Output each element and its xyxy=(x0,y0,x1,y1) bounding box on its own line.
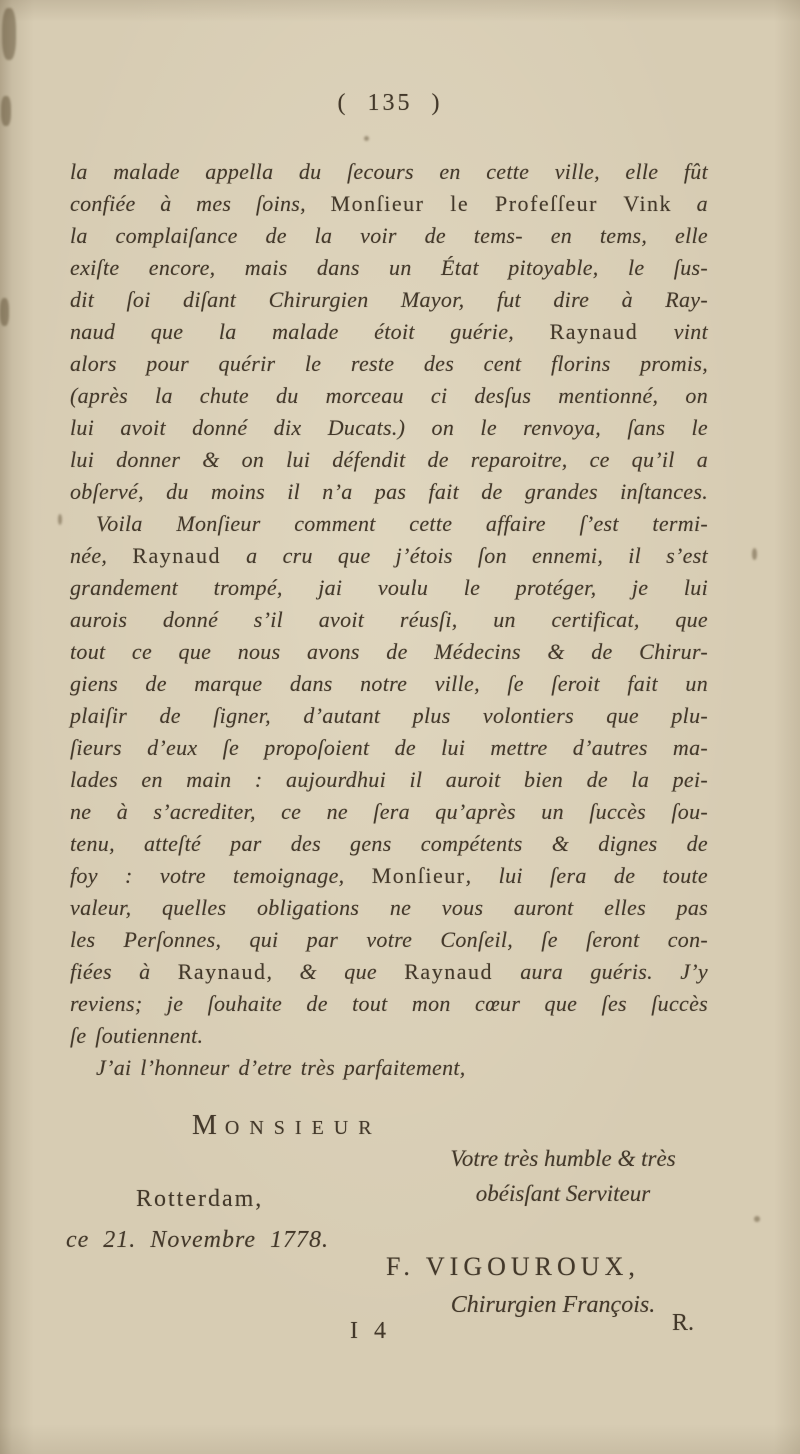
salutation-monsieur: MONSIEUR xyxy=(192,1110,382,1141)
signature-title: Chirurgien François. xyxy=(450,1292,656,1318)
line-text: tout ce que nous avons de Médecins & de Chirur- xyxy=(70,639,708,664)
line-text: vint xyxy=(638,319,708,344)
line-text: giens de marque dans notre ville, ſe ſeroit fait un xyxy=(70,671,708,696)
signature-name: F. VIGOUROUX, xyxy=(386,1252,640,1281)
line-text: les Perſonnes, qui par votre Conſeil, ſe ſeront con- xyxy=(70,927,708,952)
line-text-roman: Raynaud xyxy=(404,959,493,984)
letter-line xyxy=(70,572,708,604)
line-text: la malade appella du ſecours en cette ville, elle fût xyxy=(70,159,708,184)
line-text-roman: Raynaud xyxy=(177,959,267,984)
letter-line xyxy=(70,540,708,572)
line-text: aura guéris. J’y xyxy=(492,959,708,984)
letter-line xyxy=(70,924,708,956)
paper-speck xyxy=(2,8,16,60)
letter-line xyxy=(70,604,708,636)
letter-line xyxy=(70,508,708,540)
line-text: , lui ſera de toute xyxy=(465,863,708,888)
letter-line xyxy=(70,860,708,892)
letter-line xyxy=(70,892,708,924)
line-text: lui avoit donné dix Ducats.) on le renvoya, ſans le xyxy=(70,415,708,440)
letter-line xyxy=(70,252,708,284)
letter-line xyxy=(70,700,708,732)
place-line: Rotterdam, xyxy=(136,1186,264,1212)
line-text: aurois donné s’il avoit réusſi, un certificat, que xyxy=(70,607,708,632)
letter-line xyxy=(70,1052,708,1084)
letter-line xyxy=(70,380,708,412)
catchword: R. xyxy=(672,1310,695,1336)
gathering-signature-mark: I 4 xyxy=(350,1318,391,1344)
line-text-roman: Monſieur xyxy=(371,863,466,888)
letter-line xyxy=(70,156,708,188)
paper-speck xyxy=(0,298,9,326)
line-text: plaiſir de ſigner, d’autant plus volontiers que plu- xyxy=(70,703,708,728)
line-text: alors pour quérir le reste des cent florins promis, xyxy=(70,351,708,376)
line-text: ſieurs d’eux ſe propoſoient de lui mettre d’autres ma- xyxy=(70,735,708,760)
letter-line xyxy=(70,828,708,860)
paper-speck xyxy=(58,514,62,525)
date-line: ce 21. Novembre 1778. xyxy=(66,1227,330,1253)
letter-line xyxy=(70,764,708,796)
line-text: Voila Monſieur comment cette affaire ſ’est termi- xyxy=(96,511,708,536)
paper-speck xyxy=(1,96,11,126)
line-text: , & que xyxy=(266,959,405,984)
line-text: grandement trompé, jai voulu le protéger, je lui xyxy=(70,575,708,600)
line-text: fiées à xyxy=(70,959,178,984)
line-text: J’ai l’honneur d’etre très parfaitement, xyxy=(96,1055,466,1080)
line-text: obſervé, du moins il n’a pas fait de grandes inſtances. xyxy=(70,479,708,504)
line-text: naud que la malade étoit guérie, xyxy=(70,319,550,344)
line-text: a xyxy=(672,191,708,216)
line-text: reviens; je ſouhaite de tout mon cœur que ſes ſuccès xyxy=(70,991,708,1016)
letter-line xyxy=(70,284,708,316)
line-text: lui donner & on lui défendit de reparoitre, ce qu’il a xyxy=(70,447,708,472)
line-text-roman: Monſieur le Profeſſeur Vink xyxy=(330,191,673,216)
letter-line xyxy=(70,444,708,476)
line-text: née, xyxy=(70,543,133,568)
valediction-line-2: obéisſant Serviteur xyxy=(475,1181,651,1206)
paper-speck xyxy=(754,1216,760,1222)
letter-line xyxy=(70,188,708,220)
letter-line xyxy=(70,412,708,444)
line-text: exiſte encore, mais dans un État pitoyable, le ſus- xyxy=(70,255,708,280)
page-number: ( 135 ) xyxy=(337,90,443,116)
letter-line xyxy=(70,956,708,988)
letter-body xyxy=(70,156,708,1084)
paper-speck xyxy=(364,136,369,141)
letter-line xyxy=(70,1020,708,1052)
letter-line xyxy=(70,476,708,508)
line-text: a cru que j’étois ſon ennemi, il s’est xyxy=(221,543,708,568)
letter-line xyxy=(70,988,708,1020)
letter-line xyxy=(70,316,708,348)
line-text-roman: Raynaud xyxy=(132,543,222,568)
line-text: ſe ſoutiennent. xyxy=(70,1023,204,1048)
line-text: foy : votre temoignage, xyxy=(70,863,372,888)
paper-speck xyxy=(752,548,757,560)
valediction-line-1: Votre très humble & très xyxy=(450,1146,676,1171)
line-text-roman: Raynaud xyxy=(549,319,639,344)
line-text: confiée à mes ſoins, xyxy=(70,191,331,216)
line-text: dit ſoi diſant Chirurgien Mayor, fut dire à Ray- xyxy=(70,287,708,312)
line-text: ne à s’acrediter, ce ne ſera qu’après un ſuccès ſou- xyxy=(70,799,708,824)
valediction xyxy=(408,1141,718,1211)
letter-line xyxy=(70,348,708,380)
line-text: lades en main : aujourdhui il auroit bien de la pei- xyxy=(70,767,708,792)
letter-line xyxy=(70,636,708,668)
letter-line xyxy=(70,732,708,764)
line-text: tenu, atteſté par des gens compétents & dignes de xyxy=(70,831,708,856)
letter-line xyxy=(70,668,708,700)
letter-line xyxy=(70,220,708,252)
letter-line xyxy=(70,796,708,828)
line-text: (après la chute du morceau ci desſus mentionné, on xyxy=(70,383,708,408)
line-text: valeur, quelles obligations ne vous auront elles pas xyxy=(70,895,708,920)
line-text: la complaiſance de la voir de tems- en tems, elle xyxy=(70,223,708,248)
